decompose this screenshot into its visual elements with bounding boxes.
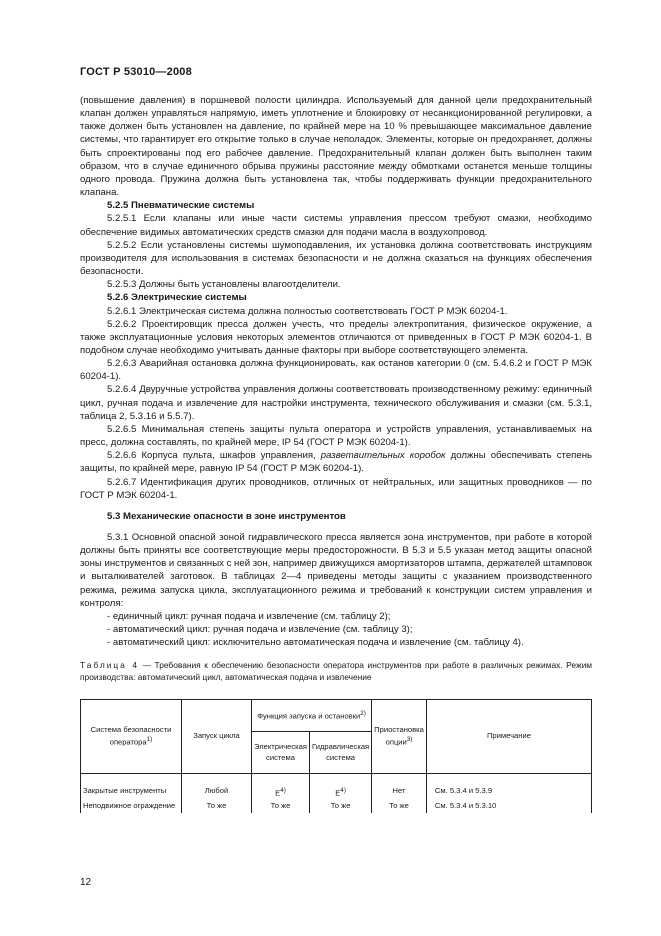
header-suspension-option [372, 700, 427, 774]
paragraph-5-2-5-1: 5.2.5.1 Если клапаны или иные части системы управления прессом требуют смазки, необходимо обеспечение видимых автоматических средств смазки для подачи масла в воздухопровод. [80, 213, 592, 238]
footnote-ref: 1) [146, 736, 153, 744]
cell-hydraulic [310, 774, 372, 801]
table-caption-label: Таблица 4 [80, 660, 140, 671]
cell-electrical: То же [252, 800, 310, 813]
footnote-ref: 4) [280, 787, 286, 794]
list-item: - единичный цикл: ручная подача и извлечение (см. таблицу 2); [107, 610, 391, 622]
cell-electrical [252, 774, 310, 801]
paragraph-5-2-6-5: 5.2.6.5 Минимальная степень защиты пульта оператора и устройств управления, устанавливаемых на пресс, должна составлять, по крайней мере, IP 54 (ГОСТ Р МЭК 60204-1). [80, 423, 592, 449]
safety-requirements-table [80, 699, 592, 813]
cell-note: См. 5.3.4 и 5.3.9 [426, 774, 591, 801]
paragraph-5-2-6-3: 5.2.6.3 Аварийная остановка должна функционировать, как останов категории 0 (см. 5.4.6.2 и ГОСТ Р МЭК 60204-1). [80, 358, 592, 383]
table-caption-text: — Требования к обеспечению безопасности оператора инструментов при работе в различных режимах. Режим производства: автоматический цикл, автоматическая подача и извлечение [80, 660, 593, 682]
footnote-ref: 4) [340, 787, 346, 794]
paragraph-5-2-6-6-italic-term: разветвительных коробок [320, 450, 446, 462]
cell-suspension: Нет [372, 774, 427, 801]
paragraph-5-2-6-6-tail: должны обеспечивать степень защиты, по крайней мере, равную IP 54 (ГОСТ Р МЭК 60204-1). [80, 450, 592, 475]
paragraph-5-2-6-4: 5.2.6.4 Двуручные устройства управления должны соответствовать производственному режиму: единичный цикл, ручная подача и извлечение для настройки инструмента, технического обслуживания и смазки (см. 5.3.1, таблица 2, 5.3.16 и 5.5.7). [80, 384, 592, 422]
table-row [81, 800, 592, 813]
paragraph-5-2-6-7: 5.2.6.7 Идентификация других проводников, отличных от нейтральных, или защитных проводников — по ГОСТ Р МЭК 60204-1. [80, 476, 592, 501]
cell-system: Закрытые инструменты [81, 774, 182, 801]
header-note: Примечание [426, 700, 591, 774]
footnote-ref: 3) [406, 736, 413, 744]
header-start-stop-function [252, 700, 372, 732]
section-heading-pneumatic: 5.2.5 Пневматические системы [107, 200, 255, 212]
list-item: - автоматический цикл: ручная подача и извлечение (см. таблицу 3); [107, 624, 413, 636]
header-cycle-start: Запуск цикла [182, 700, 252, 774]
document-body [80, 94, 592, 684]
paragraph-5-2-5-3: 5.2.5.3 Должны быть установлены влагоотделители. [107, 279, 341, 291]
cell-system: Неподвижное ограждение [81, 800, 182, 813]
list-item: - автоматический цикл: исключительно автоматическая подача и извлечение (см. таблицу 4). [107, 637, 524, 649]
cell-start: То же [182, 800, 252, 813]
cell-value: E [335, 788, 341, 798]
page-number: 12 [80, 877, 92, 888]
header-text: Функция запуска и остановки [257, 711, 361, 721]
footnote-ref: 2) [360, 709, 366, 717]
header-operator-safety-system [81, 700, 182, 774]
page-header-standard-number: ГОСТ Р 53010—2008 [80, 66, 192, 78]
section-heading-electrical: 5.2.6 Электрические системы [107, 292, 247, 304]
table-caption [80, 660, 592, 683]
cell-note: См. 5.3.4 и 5.3.10 [426, 800, 591, 813]
header-hydraulic-system: Гидравлическая система [310, 732, 372, 774]
paragraph-5-2-6-1: 5.2.6.1 Электрическая система должна полностью соответствовать ГОСТ Р МЭК 60204-1. [107, 305, 508, 317]
header-text: Система безопасности оператора [90, 724, 172, 747]
cell-suspension: То же [372, 800, 427, 813]
header-electrical-system: Электрическая система [252, 732, 310, 774]
paragraph-5-2-6-2: 5.2.6.2 Проектировщик пресса должен учесть, что пределы электропитания, физическое окружение, а также эксплуатационные условия некоторых элементов отличаются от приведенных в ГОСТ Р МЭК 60204-1. В подобном случае необходимо учитывать данные факторы при выборе соответствующего элемента. [80, 318, 592, 356]
paragraph-5-2-6-6-lead: 5.2.6.6 Корпуса пульта, шкафов управления, [107, 450, 321, 462]
paragraph-5-2-6-6 [80, 449, 592, 475]
paragraph-5-3-1: 5.3.1 Основной опасной зоной гидравлического пресса является зона инструментов, при работе в которой должны быть приняты все соответствующие меры предосторожности. В 5.3 и 5.5 указан метод защиты опасной зоны инструментов и связанных с ней зон, например движущихся амортизаторов штампа, держателей штамповок и выталкивателей заготовок. В таблицах 2—4 приведены методы защиты с указанием производственного режима, режима запуска цикла, эксплуатационного режима и требований к конструкции систем управления и контроля: [80, 532, 592, 609]
paragraph-5-2-5-2: 5.2.5.2 Если установлены системы шумоподавления, их установка должна соответствовать инструкциям производителя для использования в системах безопасности и не должна сказаться на функциях обеспечения безопасности. [80, 239, 592, 278]
header-text: Приостановка опции [374, 724, 424, 747]
section-heading-mechanical-hazards: 5.3 Механические опасности в зоне инструментов [107, 510, 346, 522]
cell-value: E [275, 788, 281, 798]
table-row [81, 774, 592, 801]
cell-hydraulic: То же [310, 800, 372, 813]
paragraph-valve-continuation: (повышение давления) в поршневой полости цилиндра. Используемый для данной цели предохранительный клапан должен управляться напрямую, иметь уплотнение и блокировку от несанкционированной регулировки, а также должен быть установлен на давление, по крайней мере на 10 % превышающее максимальное давление системы, что гарантирует его открытие только в случае неполадок. Элементы, которые он предохраняет, должны быть спроектированы под его рабочее давление. Предохранительный клапан должен быть выполнен таким образом, что в случае единичного обрыва пружины расстояние между обмотками останется меньше толщины одного провода. Пружина должна быть установлена так, чтобы поддерживать функции предохранительного клапана. [80, 95, 592, 199]
cell-start: Любой [182, 774, 252, 801]
